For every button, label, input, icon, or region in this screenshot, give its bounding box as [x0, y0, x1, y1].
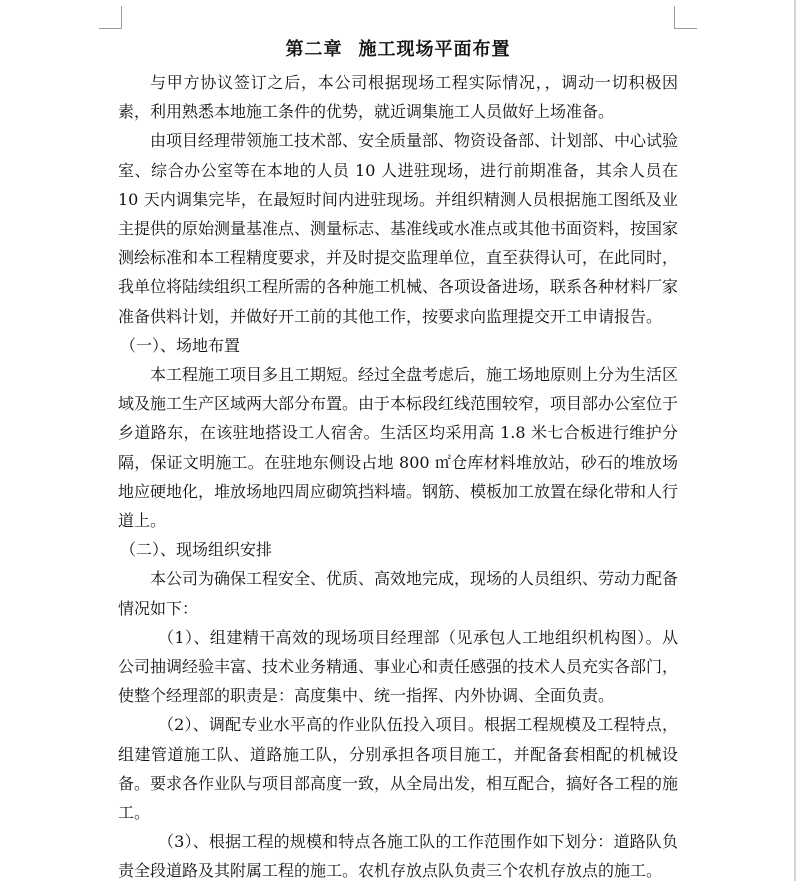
section-heading-site-layout: （一）、场地布置 [120, 335, 241, 355]
chapter-title: 施工现场平面布置 [358, 39, 511, 60]
section-heading-organization: （二）、现场组织安排 [120, 540, 273, 560]
list-item: （1）、组建精干高效的现场项目经理部（见承包人工地组织机构图）。从公司抽调经验丰富、技术业务精通、事业心和责任感强的技术人员充实各部门，使整个经理部的职责是：高度集中、统一指挥、内外协调、全面负责。 [118, 627, 679, 706]
paragraph-preparation: 由项目经理带领施工技术部、安全质量部、物资设备部、计划部、中心试验室、综合办公室等在本地的人员 10 人进驻现场，进行前期准备，其余人员在 10 天内调集完毕，在最短时间内进驻现场。并组织精测人员根据施工图纸及业主提供的原始测量基准点、测量标志、基准线或水准点或其他书面资料，按国家测绘标准和本工程精度要求，并及时提交监理单位，直至获得认可，在此同时，我单位将陆续组织工程所需的各种施工机械、各项设备进场，联系各种材料厂家准备供料计划，并做好开工前的其他工作，按要求向监理提交开工申请报告。 [118, 131, 679, 326]
list-item: （2）、调配专业水平高的作业队伍投入项目。根据工程规模及工程特点，组建管道施工队、道路施工队，分别承担各项目施工，并配备套相配的机械设备。要求各作业队与项目部高度一致，从全局出发，相互配合，搞好各工程的施工。 [118, 715, 679, 823]
page-title [118, 36, 678, 64]
list-item: （3）、根据工程的规模和特点各施工队的工作范围作如下划分：道路队负责全段道路及其附属工程的施工。农机存放点队负责三个农机存放点的施工。 [118, 832, 678, 881]
margin-corner-mark-right [674, 6, 697, 29]
margin-corner-mark-left [99, 6, 122, 29]
paragraph-intro: 与甲方协议签订之后，本公司根据现场工程实际情况，，调动一切积极因素，利用熟悉本地施工条件的优势，就近调集施工人员做好上场准备。 [118, 73, 678, 122]
document-body [118, 36, 678, 886]
chapter-number: 第二章 [285, 39, 343, 60]
paragraph-organization-intro: 本公司为确保工程安全、优质、高效地完成，现场的人员组织、劳动力配备情况如下： [118, 569, 679, 618]
paragraph-site-layout: 本工程施工项目多且工期短。经过全盘考虑后，施工场地原则上分为生活区域及施工生产区域两大部分布置。由于本标段红线范围较窄，项目部办公室位于乡道路东，在该驻地搭设工人宿舍。生活区均采用高 1.8 米七合板进行维护分隔，保证文明施工。在驻地东侧设占地 800 ㎡仓库材料堆放站，砂石的堆放场地应硬地化，堆放场地四周应砌筑挡料墙。钢筋、模板加工放置在绿化带和人行道上。 [118, 365, 679, 531]
